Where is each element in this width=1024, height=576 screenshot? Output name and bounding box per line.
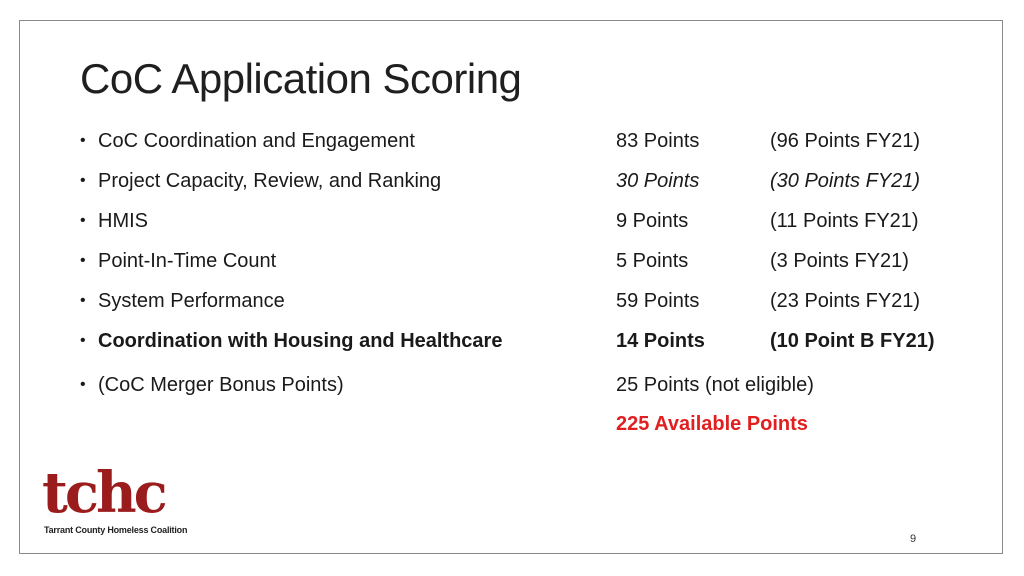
category-label: System Performance <box>98 290 285 312</box>
list-item <box>80 169 980 209</box>
points-value: 9 Points <box>616 210 689 232</box>
total-available-points: 225 Available Points <box>616 413 808 435</box>
list-item <box>80 249 980 289</box>
category-label: Project Capacity, Review, and Ranking <box>98 170 442 192</box>
list-item <box>80 289 980 329</box>
category-label: Coordination with Housing and Healthcare <box>98 330 503 352</box>
points-value: 5 Points <box>616 250 689 272</box>
category-label: HMIS <box>98 210 148 232</box>
slide <box>19 20 1003 554</box>
bullet-icon: • <box>80 292 86 309</box>
points-value: 59 Points <box>616 290 700 312</box>
logo-wordmark: tchc <box>42 460 165 526</box>
list-item <box>80 373 980 407</box>
points-value: 83 Points <box>616 130 700 152</box>
fy21-points: (3 Points FY21) <box>770 250 909 272</box>
bullet-icon: • <box>80 132 86 149</box>
logo-subtitle: Tarrant County Homeless Coalition <box>44 525 188 535</box>
tchc-logo <box>42 460 212 541</box>
fy21-points: (10 Point B FY21) <box>770 330 935 352</box>
list-item <box>80 209 980 249</box>
points-value: 25 Points (not eligible) <box>616 374 814 396</box>
points-value: 14 Points <box>616 330 705 352</box>
category-label: CoC Coordination and Engagement <box>98 130 415 152</box>
bullet-icon: • <box>80 332 86 349</box>
fy21-points: (96 Points FY21) <box>770 130 921 152</box>
category-label: Point-In-Time Count <box>98 250 277 272</box>
bullet-icon: • <box>80 376 86 393</box>
list-item <box>80 129 980 169</box>
fy21-points: (11 Points FY21) <box>770 210 919 232</box>
bullet-icon: • <box>80 252 86 269</box>
slide-number: 9 <box>910 533 917 545</box>
list-item <box>80 329 980 369</box>
scoring-list <box>80 129 980 407</box>
category-label: (CoC Merger Bonus Points) <box>98 374 344 396</box>
points-value: 30 Points <box>616 170 700 192</box>
slide-title: CoC Application Scoring <box>80 55 522 102</box>
fy21-points: (30 Points FY21) <box>770 170 921 192</box>
fy21-points: (23 Points FY21) <box>770 290 921 312</box>
bullet-icon: • <box>80 212 86 229</box>
bullet-icon: • <box>80 172 86 189</box>
